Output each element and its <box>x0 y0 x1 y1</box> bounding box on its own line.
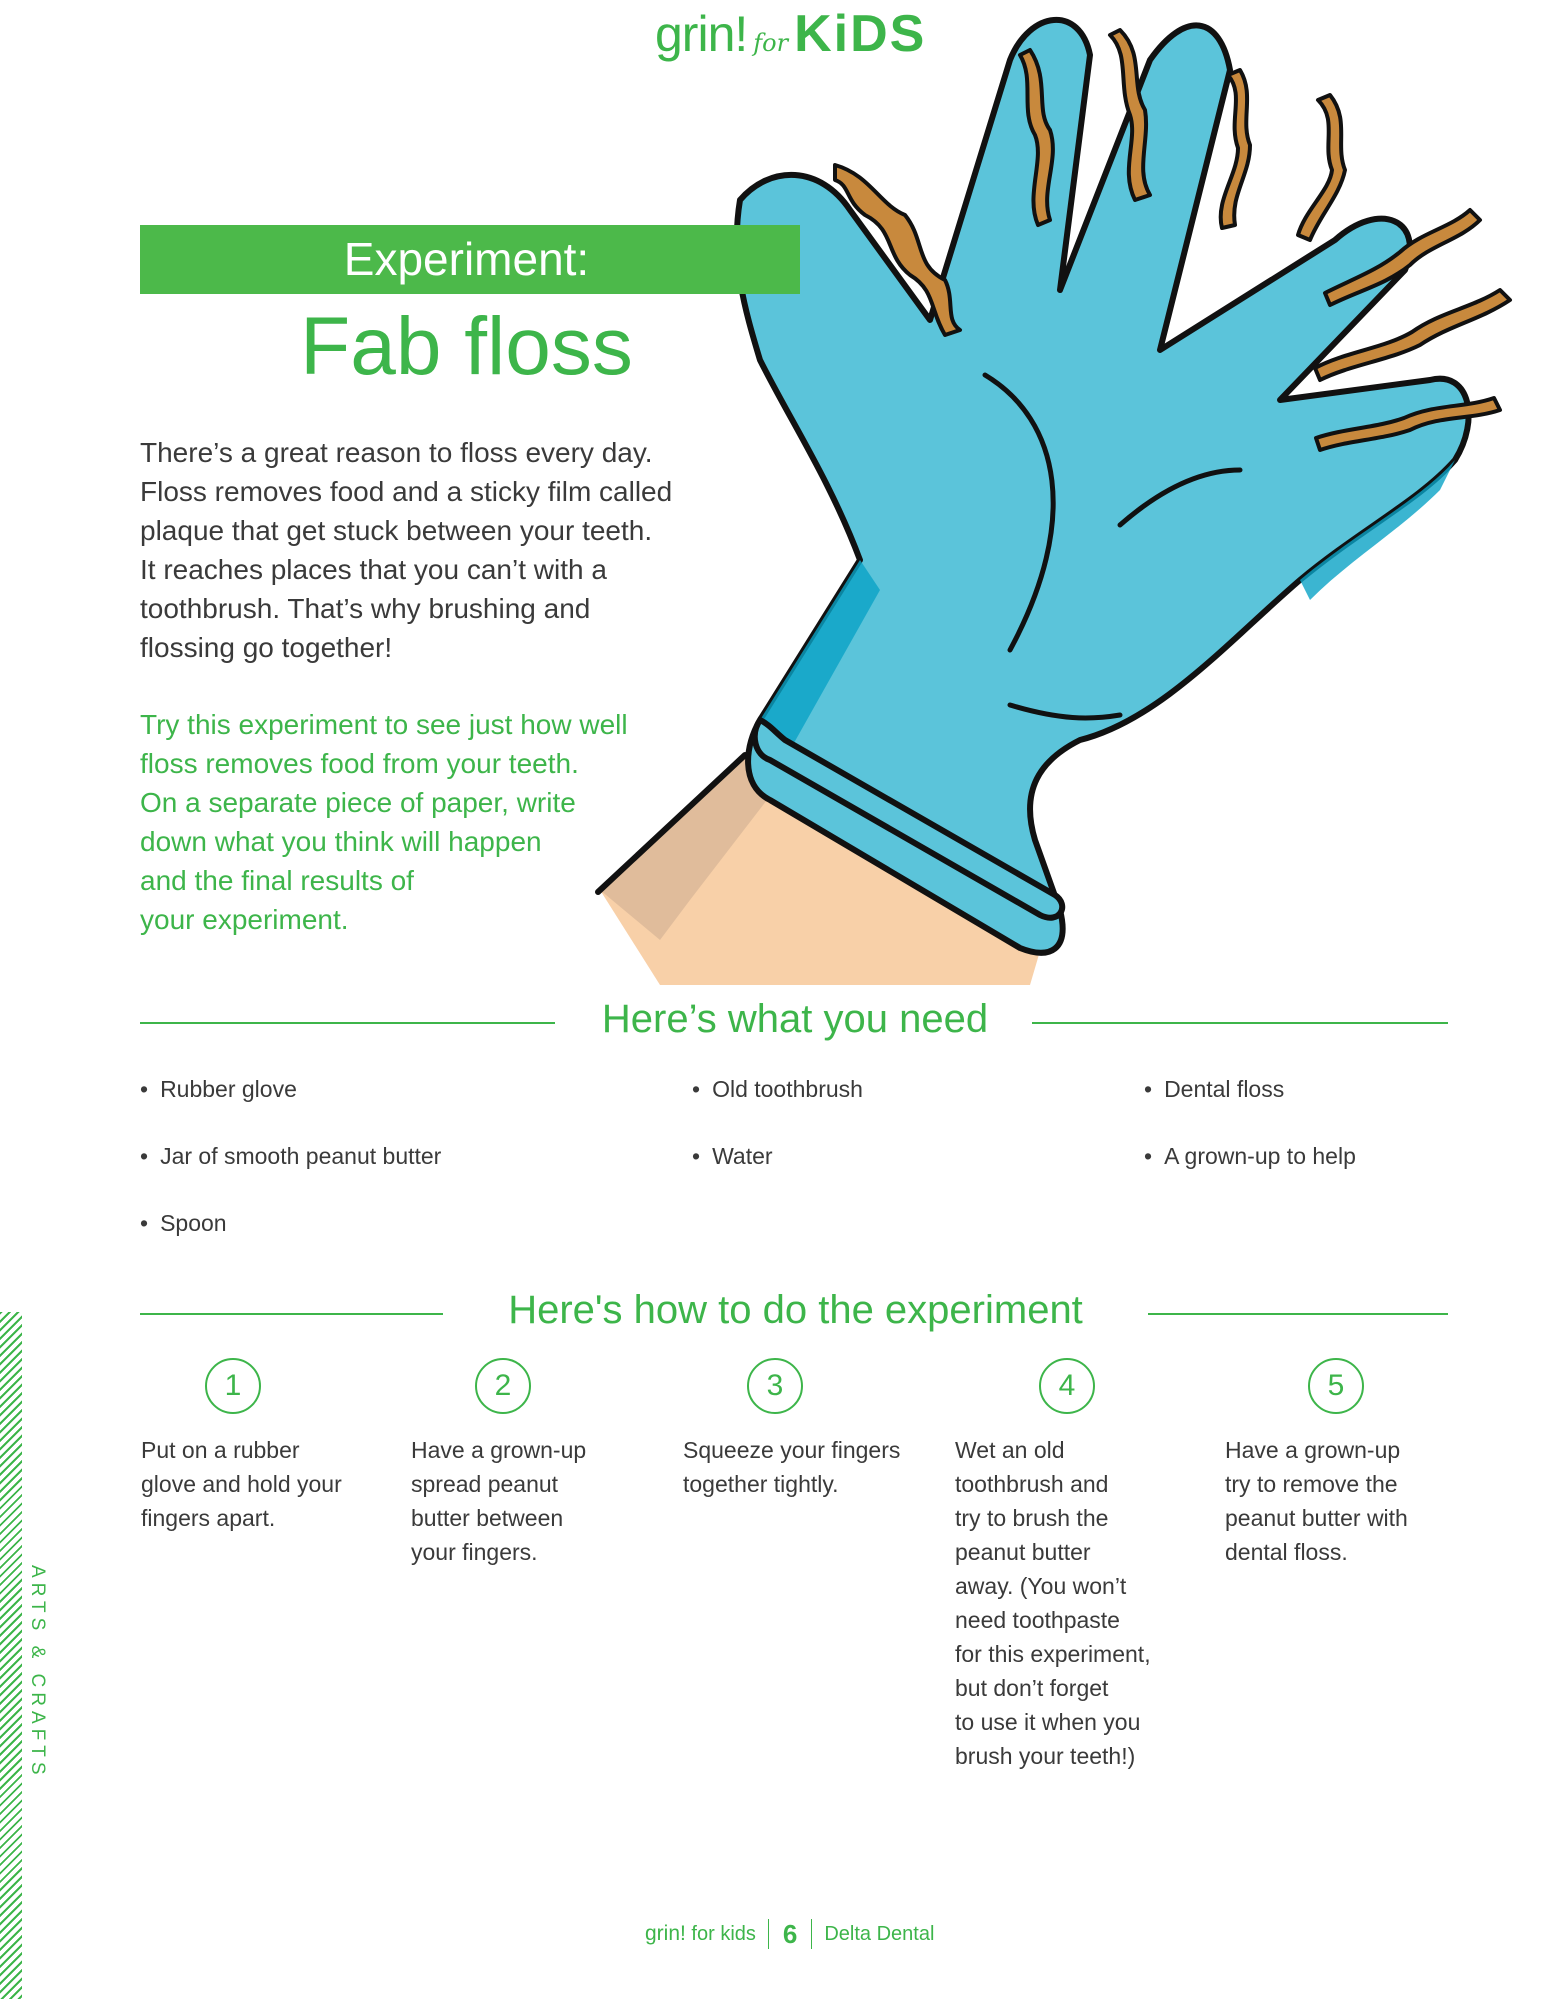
step-1-text <box>141 1433 342 1535</box>
step-3-text <box>683 1433 900 1501</box>
footer-divider <box>811 1919 812 1949</box>
step-line: Have a grown-up <box>1225 1437 1401 1463</box>
step-number-5: 5 <box>1308 1358 1364 1414</box>
try-line: and the final results of <box>140 865 414 896</box>
banner-label: Experiment: <box>343 233 590 285</box>
logo-grin: grin! <box>655 6 748 62</box>
step-line: fingers apart. <box>141 1505 276 1531</box>
step-line: spread peanut <box>411 1471 559 1497</box>
step-number-4: 4 <box>1039 1358 1095 1414</box>
logo-for: for <box>753 29 789 57</box>
step-line: your fingers. <box>411 1539 538 1565</box>
step-line: try to remove the <box>1225 1471 1398 1497</box>
intro-paragraph <box>140 433 672 667</box>
section-rule <box>1032 1022 1448 1024</box>
step-line: peanut butter <box>955 1539 1091 1565</box>
supply-item: • Dental floss <box>1144 1076 1285 1102</box>
glove-body <box>737 20 1469 953</box>
supply-label: Old toothbrush <box>712 1076 863 1102</box>
step-line: Have a grown-up <box>411 1437 587 1463</box>
footer-publisher: Delta Dental <box>824 1922 935 1945</box>
step-line: toothbrush and <box>955 1471 1109 1497</box>
step-line: brush your teeth!) <box>955 1743 1136 1769</box>
step-4-text <box>955 1433 1151 1773</box>
step-5-text <box>1225 1433 1408 1569</box>
section-rule <box>1148 1313 1448 1315</box>
step-line: for this experiment, <box>955 1641 1151 1667</box>
supply-item: • Rubber glove <box>140 1076 297 1102</box>
step-line: try to brush the <box>955 1505 1109 1531</box>
step-number-1: 1 <box>205 1358 261 1414</box>
intro-line: There’s a great reason to floss every day. <box>140 437 653 468</box>
step-line: dental floss. <box>1225 1539 1348 1565</box>
supply-item: • Jar of smooth peanut butter <box>140 1143 442 1169</box>
step-number-3: 3 <box>747 1358 803 1414</box>
section-rule <box>140 1022 555 1024</box>
step-line: away. (You won’t <box>955 1573 1127 1599</box>
supply-label: Rubber glove <box>160 1076 297 1102</box>
step-line: butter between <box>411 1505 564 1531</box>
page-footer <box>645 1914 934 1954</box>
step-line: together tightly. <box>683 1471 839 1497</box>
section-side-label: ARTS & CRAFTS <box>27 1565 48 1780</box>
step-line: to use it when you <box>955 1709 1141 1735</box>
try-line: your experiment. <box>140 904 349 935</box>
step-line: Squeeze your fingers <box>683 1437 901 1463</box>
try-line: down what you think will happen <box>140 826 542 857</box>
try-line: floss removes food from your teeth. <box>140 748 579 779</box>
footer-divider <box>768 1919 769 1949</box>
glove-illustration <box>580 0 1541 985</box>
step-line: glove and hold your <box>141 1471 342 1497</box>
side-stripe <box>0 1312 22 1999</box>
try-line: On a separate piece of paper, write <box>140 787 576 818</box>
logo-kids: KiDS <box>794 5 927 63</box>
try-line: Try this experiment to see just how well <box>140 709 628 740</box>
supply-item: • Old toothbrush <box>692 1076 863 1102</box>
step-line: but don’t forget <box>955 1675 1109 1701</box>
supply-label: Spoon <box>160 1210 227 1236</box>
supply-label: Dental floss <box>1164 1076 1285 1102</box>
footer-kids: for kids <box>691 1922 756 1945</box>
supply-label: Water <box>712 1143 773 1169</box>
try-paragraph <box>140 705 628 939</box>
page-number: 6 <box>782 1918 798 1949</box>
intro-line: flossing go together! <box>140 632 393 663</box>
step-line: Put on a rubber <box>141 1437 300 1463</box>
supply-item: • A grown-up to help <box>1144 1143 1356 1169</box>
step-2-text <box>411 1433 586 1569</box>
supply-item: • Water <box>692 1143 773 1169</box>
section-rule <box>140 1313 443 1315</box>
step-number-2: 2 <box>475 1358 531 1414</box>
step-line: need toothpaste <box>955 1607 1120 1633</box>
supply-item: • Spoon <box>140 1210 227 1236</box>
how-heading: Here's how to do the experiment <box>508 1288 1083 1332</box>
intro-line: plaque that get stuck between your teeth. <box>140 515 653 546</box>
step-line: peanut butter with <box>1225 1505 1408 1531</box>
supply-label: A grown-up to help <box>1164 1143 1356 1169</box>
footer-brand: grin! <box>645 1922 686 1945</box>
supply-label: Jar of smooth peanut butter <box>160 1143 442 1169</box>
step-line: Wet an old <box>955 1437 1065 1463</box>
intro-line: toothbrush. That’s why brushing and <box>140 593 591 624</box>
need-heading: Here’s what you need <box>601 997 989 1041</box>
intro-line: It reaches places that you can’t with a <box>140 554 607 585</box>
intro-line: Floss removes food and a sticky film called <box>140 476 673 507</box>
page-title: Fab floss <box>300 301 633 392</box>
